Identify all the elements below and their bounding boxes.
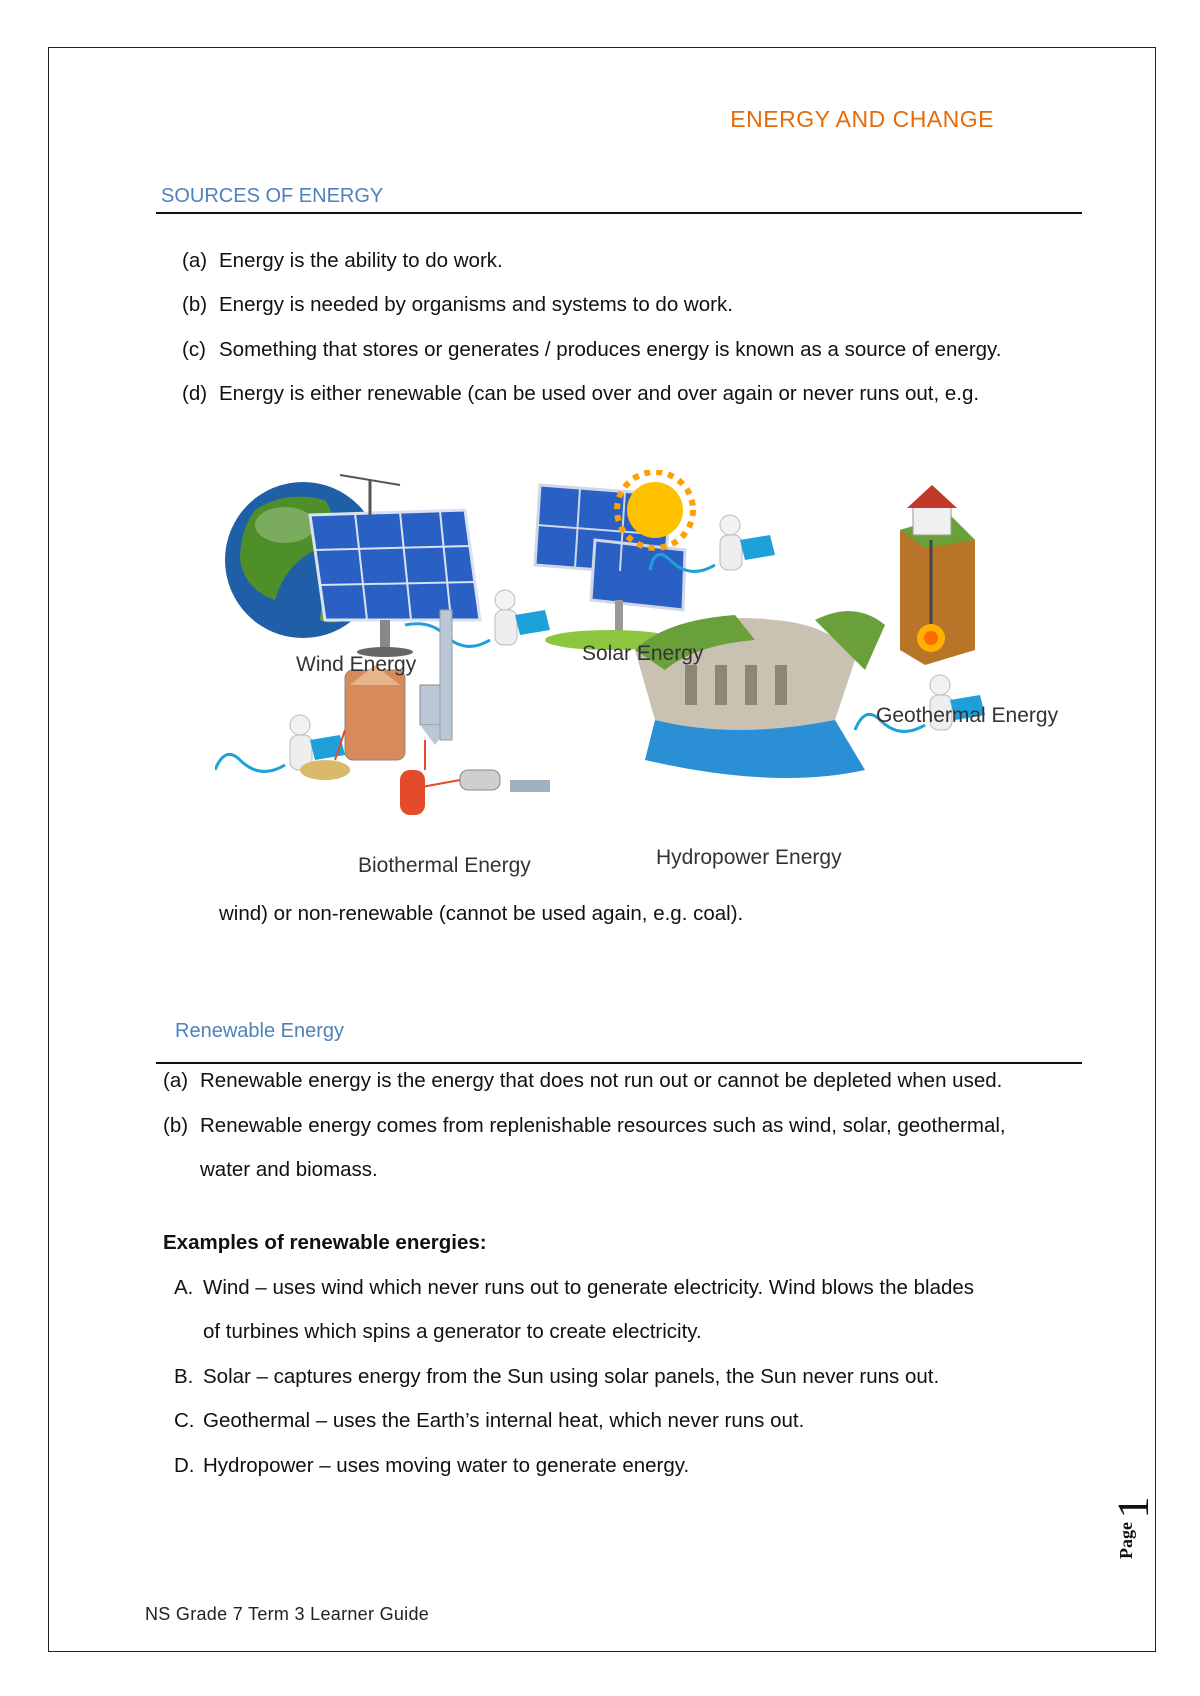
example-item: [174, 1454, 689, 1478]
page-digit: 1: [1108, 1496, 1158, 1519]
item-label: D.: [174, 1454, 195, 1477]
list-item: [182, 249, 503, 273]
list-item: [182, 293, 733, 317]
item-text: Solar – captures energy from the Sun using solar panels, the Sun never runs out.: [203, 1365, 940, 1388]
item-label: (c): [182, 338, 206, 361]
example-item-continuation: of turbines which spins a generator to create electricity.: [203, 1320, 702, 1343]
item-text: Energy is the ability to do work.: [219, 249, 503, 272]
item-label: (a): [163, 1069, 189, 1092]
item-label: (a): [182, 249, 208, 272]
section-title-sources: SOURCES OF ENERGY: [161, 185, 384, 207]
example-item: [174, 1409, 804, 1433]
label-geothermal-energy: Geothermal Energy: [876, 704, 1059, 727]
item-text: Hydropower – uses moving water to generate energy.: [203, 1454, 690, 1477]
section-title-renewable: Renewable Energy: [175, 1020, 344, 1042]
item-text: Renewable energy comes from replenishable resources such as wind, solar, geothermal,: [200, 1114, 1006, 1137]
section-rule: [156, 212, 1082, 214]
item-text: Energy is needed by organisms and systems to do work.: [219, 293, 733, 316]
item-text: Renewable energy is the energy that does not run out or cannot be depleted when used.: [200, 1069, 1003, 1092]
label-hydropower-energy: Hydropower Energy: [656, 846, 842, 869]
footer-text: NS Grade 7 Term 3 Learner Guide: [145, 1604, 430, 1624]
list-item-continuation: wind) or non-renewable (cannot be used again, e.g. coal).: [219, 902, 744, 925]
item-text: Something that stores or generates / produces energy is known as a source of energy.: [219, 338, 1002, 361]
hydropower-dam-icon: [635, 611, 885, 778]
item-label: A.: [174, 1276, 194, 1299]
label-biothermal-energy: Biothermal Energy: [358, 854, 531, 877]
label-solar-energy: Solar Energy: [582, 642, 704, 665]
example-item: [174, 1276, 974, 1300]
label-wind-energy: Wind Energy: [296, 653, 417, 676]
list-item: [163, 1114, 1006, 1138]
examples-heading: Examples of renewable energies:: [163, 1231, 487, 1254]
list-item: [163, 1069, 1002, 1093]
page-word: Page: [1115, 1522, 1136, 1559]
item-text: Wind – uses wind which never runs out to generate electricity. Wind blows the blades: [203, 1276, 975, 1299]
example-item: [174, 1365, 939, 1389]
item-label: (b): [163, 1114, 189, 1137]
energy-sources-illustration: [215, 470, 1095, 890]
list-item: [182, 338, 1001, 362]
geothermal-house-icon: [900, 485, 975, 665]
chapter-title: ENERGY AND CHANGE: [730, 106, 994, 132]
section-rule: [156, 1062, 1082, 1064]
page-number: [1108, 1490, 1170, 1590]
item-text: Energy is either renewable (can be used over and over again or never runs out, e.g.: [219, 382, 980, 405]
item-label: (b): [182, 293, 208, 316]
list-item-continuation: water and biomass.: [200, 1158, 378, 1181]
item-label: C.: [174, 1409, 195, 1432]
item-text: Geothermal – uses the Earth’s internal heat, which never runs out.: [203, 1409, 805, 1432]
item-label: (d): [182, 382, 208, 405]
item-label: B.: [174, 1365, 194, 1388]
list-item: [182, 382, 979, 406]
